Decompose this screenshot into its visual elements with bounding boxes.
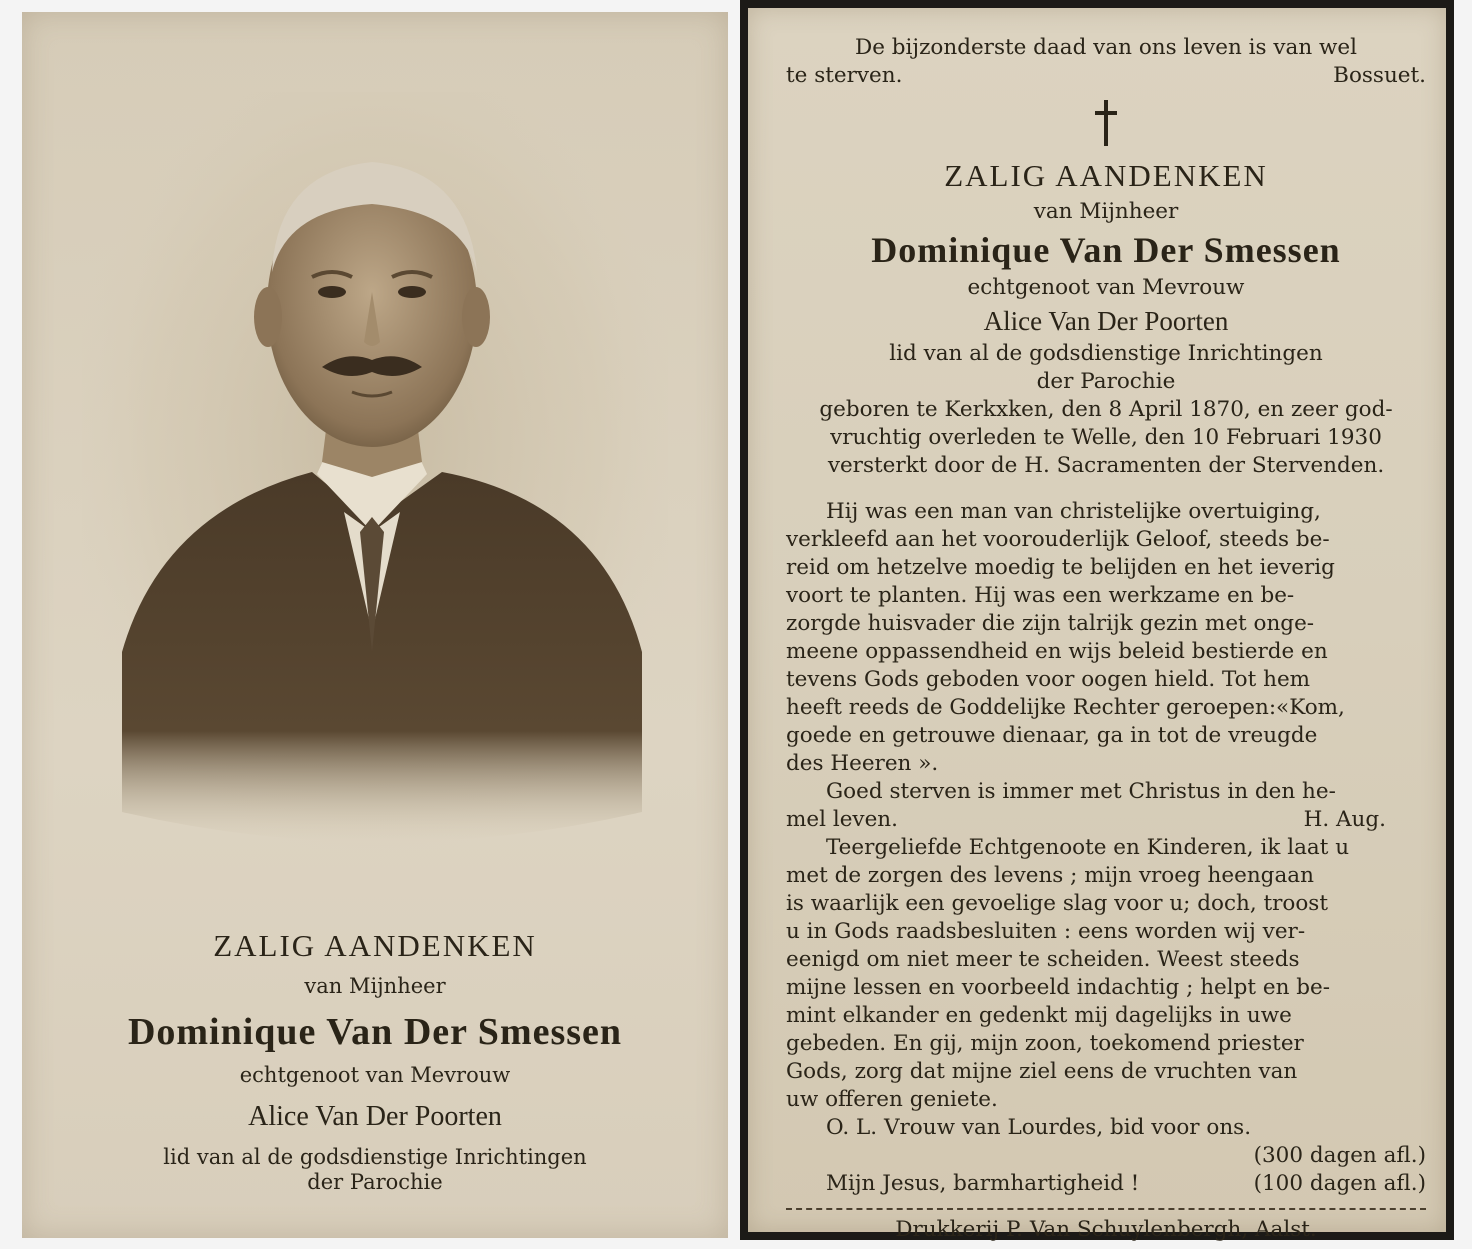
back-spouse-label: echtgenoot van Mevrouw [967,275,1245,300]
augustine-quote-text: mel leven. [786,807,898,832]
quote-line-2-text: te sterven. [786,63,903,88]
body-line: tevens Gods geboden voor oogen hield. Tot hem [786,667,1311,692]
back-deceased-name: Dominique Van Der Smessen [871,230,1341,270]
memorial-text [786,34,1426,1244]
back-title: ZALIG AANDENKEN [944,158,1268,193]
farewell-line: gebeden. En gij, mijn zoon, toekomend priester [786,1031,1304,1056]
birth-line-3: versterkt door de H. Sacramenten der Stervenden. [827,453,1385,478]
cross-icon [1092,98,1120,148]
front-deceased-name: Dominique Van Der Smessen [127,1011,623,1053]
augustine-quote-line-1: Goed sterven is immer met Christus in den he- [826,779,1336,804]
augustine-author: H. Aug. [1303,807,1386,832]
body-line: verkleefd aan het voorouderlijk Geloof, steeds be- [786,527,1330,552]
front-spouse-name: Alice Van Der Poorten [248,1101,502,1132]
quote-line-2 [786,62,1426,90]
indulgence-300: (300 dagen afl.) [1253,1143,1426,1168]
augustine-quote-line-2 [786,806,1426,834]
body-line: meene oppassendheid en wijs beleid bestierde en [786,639,1328,664]
prayer-jesus-line [786,1170,1426,1198]
memorial-card-back [740,0,1454,1240]
farewell-line: uw offeren geniete. [786,1087,998,1112]
farewell-line: Teergeliefde Echtgenoote en Kinderen, ik laat u [826,835,1350,860]
birth-line-2: vruchtig overleden te Welle, den 10 Februari 1930 [830,425,1382,450]
farewell-line: mijne lessen en voorbeeld indachtig ; helpt en be- [786,975,1331,1000]
front-membership-line-1: lid van al de godsdienstige Inrichtingen [163,1145,587,1169]
farewell-line: Gods, zorg dat mijne ziel eens de vruchten van [786,1059,1298,1084]
front-honorific: van Mijnheer [304,974,446,998]
front-spouse-label: echtgenoot van Mevrouw [239,1063,511,1087]
memorial-card-front [22,12,728,1238]
back-membership-line-1: lid van al de godsdienstige Inrichtingen [889,341,1323,366]
portrait-photo [82,92,668,862]
front-title: ZALIG AANDENKEN [213,928,537,963]
quote-author: Bossuet. [1333,63,1426,88]
memorial-card-back-paper [748,8,1446,1242]
farewell-line: met de zorgen des levens ; mijn vroeg heengaan [786,863,1314,888]
farewell-line: is waarlijk een gevoelige slag voor u; doch, troost [786,891,1328,916]
body-line: zorgde huisvader die zijn talrijk gezin met onge- [786,611,1315,636]
body-line: goede en getrouwe dienaar, ga in tot de vreugde [786,723,1318,748]
back-spouse-name: Alice Van Der Poorten [983,306,1229,336]
divider [786,1208,1426,1210]
farewell-line: u in Gods raadsbesluiten : eens worden wij ver- [786,919,1306,944]
body-line: heeft reeds de Goddelijke Rechter geroepen:«Kom, [786,695,1345,720]
body-line: reid om hetzelve moedig te belijden en het ieverig [786,555,1335,580]
body-line: Hij was een man van christelijke overtuiging, [826,499,1321,524]
body-line: voort te planten. Hij was een werkzame en be- [786,583,1295,608]
printer-credit: Drukkerij P. Van Schuylenbergh, Aalst. [895,1217,1317,1242]
front-membership-line-2: der Parochie [307,1170,443,1194]
farewell-line: mint elkander en gedenkt mij dagelijks in uwe [786,1003,1292,1028]
back-honorific: van Mijnheer [1033,199,1179,224]
quote-line-1: De bijzonderste daad van ons leven is van wel [854,35,1358,60]
indulgence-100: (100 dagen afl.) [1253,1171,1426,1196]
farewell-line: eenigd om niet meer te scheiden. Weest steeds [786,947,1300,972]
prayer-jesus: Mijn Jesus, barmhartigheid ! [826,1171,1140,1196]
body-line: des Heeren ». [786,751,939,776]
back-membership-line-2: der Parochie [1036,369,1176,394]
prayer-lourdes: O. L. Vrouw van Lourdes, bid voor ons. [826,1115,1252,1140]
birth-line-1: geboren te Kerkxken, den 8 April 1870, en zeer god- [819,397,1393,422]
